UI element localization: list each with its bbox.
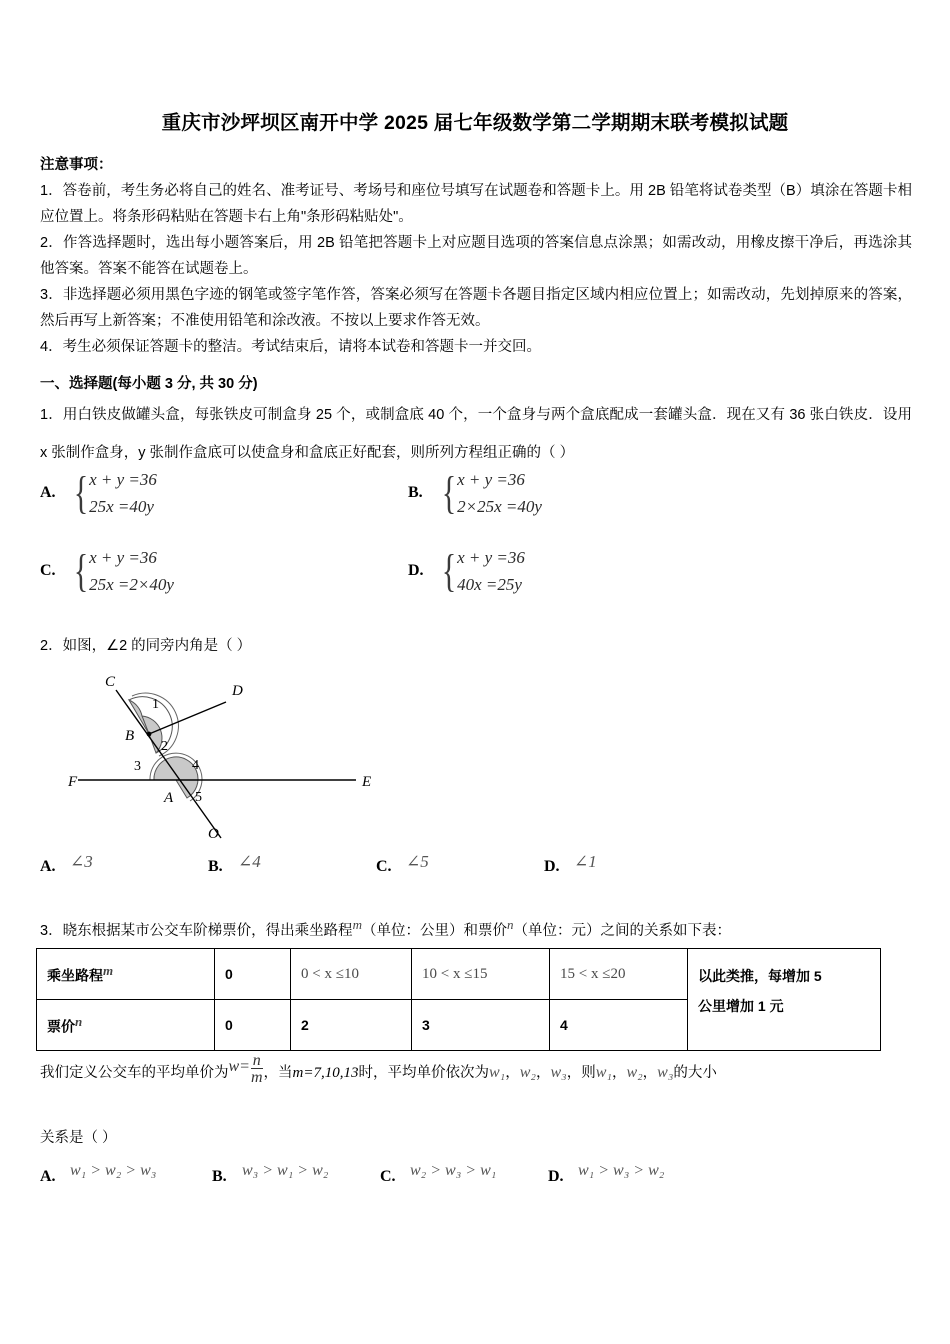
section-heading: 一、选择题(每小题 3 分, 共 30 分) [40, 376, 258, 392]
row-header-label: 乘坐路程 [47, 967, 103, 984]
row-header-distance [37, 949, 215, 1000]
equation-line-1: x + y =36 [89, 548, 157, 567]
option-row-cd [40, 544, 920, 598]
distance-cell-3: 15 < x ≤20 [550, 949, 688, 1000]
figure-angle-4: 4 [192, 758, 199, 773]
distance-cell-0: 0 [215, 949, 291, 1000]
row-header-sup: m [103, 962, 114, 978]
equation-line-1: x + y =36 [89, 470, 157, 489]
equation-system [70, 466, 157, 520]
question-2-stem: 2．如图，∠2 的同旁内角是（ ） [40, 638, 252, 654]
q3-stem-pre: 3．晓东根据某市公交车阶梯票价，得出乘坐路程 [40, 922, 353, 939]
figure-label-C: C [105, 674, 116, 690]
row-header-fare [37, 1000, 215, 1051]
fare-cell-1: 2 [291, 1000, 412, 1051]
notice-heading: 注意事项： [40, 157, 113, 173]
fraction-denominator: m [250, 1069, 263, 1086]
table-note-cell [688, 949, 881, 1051]
notice-item-1: 1．答卷前，考生务必将自己的姓名、准考证号、考场号和座位号填写在试题卷和答题卡上。用 2B 铅笔将试卷类型（B）填涂在答题卡相应位置上。将条形码粘贴在答题卡右上角"条形码粘贴处"。 [40, 183, 912, 225]
left-brace-icon: { [441, 545, 457, 596]
note-line-2: 公里增加 1 元 [698, 998, 784, 1014]
definition-w1-b: w₁ [595, 1064, 612, 1081]
figure-angle-3: 3 [134, 759, 141, 774]
formula-w: w [228, 1058, 240, 1075]
option-letter: C. [40, 562, 56, 579]
option-letter: A. [40, 858, 56, 875]
notice-section [40, 152, 912, 360]
q1-option-c[interactable] [40, 544, 380, 598]
q3-stem-mid: （单位：公里）和票价 [361, 922, 507, 939]
equation-line-2: 25x =40y [89, 497, 154, 516]
equation-line-1: x + y =36 [457, 548, 525, 567]
figure-angle-2: 2 [161, 739, 168, 754]
equation-line-1: x + y =36 [457, 470, 525, 489]
definition-mid: ，当 [263, 1065, 293, 1081]
definition-values: =7,10,13 [303, 1065, 359, 1081]
fare-table [36, 948, 881, 1051]
option-text: w₁ > w₃ > w₂ [578, 1162, 665, 1179]
question-2-options [40, 852, 740, 876]
left-brace-icon: { [73, 545, 89, 596]
question-1-stem: 1．用白铁皮做罐头盒，每张铁皮可制盒身 25 个，或制盒底 40 个，一个盒身与两个盒底配成一套罐头盒．现在又有 36 张白铁皮．设用 x 张制作盒身，y 张制作盒底可以使盒身和盒底正好配套，则所列方程组正确的（ ） [40, 407, 912, 461]
fare-cell-0: 0 [215, 1000, 291, 1051]
definition-pre: 我们定义公交车的平均单价为 [40, 1065, 229, 1081]
row-header-sup: n [75, 1013, 83, 1029]
definition-w3: w₃ [550, 1064, 567, 1081]
table-row-distance [37, 949, 881, 1000]
definition-w1: w₁ [489, 1064, 506, 1081]
question-2-geometry-figure [56, 670, 396, 845]
q3-option-b[interactable] [212, 1162, 380, 1186]
figure-label-D: D [232, 683, 243, 699]
definition-then: 则 [581, 1065, 596, 1081]
option-letter: B. [408, 484, 423, 501]
figure-label-F: F [68, 774, 78, 790]
definition-tail: 的大小 [673, 1065, 717, 1081]
note-line-1: 以此类推，每增加 5 [698, 968, 822, 984]
definition-w3-b: w₃ [657, 1064, 674, 1081]
figure-label-E: E [362, 774, 372, 790]
option-text: ∠5 [406, 852, 429, 871]
option-letter: D. [408, 562, 424, 579]
definition-m: m [292, 1065, 304, 1081]
q2-option-a[interactable] [40, 852, 208, 876]
q2-option-b[interactable] [208, 852, 376, 876]
formula-fraction [251, 1053, 263, 1085]
notice-item-4: 4．考生必须保证答题卡的整洁。考试结束后，请将本试卷和答题卡一并交回。 [40, 339, 542, 355]
figure-label-A: A [164, 790, 174, 806]
left-brace-icon: { [73, 467, 89, 518]
option-letter: C. [380, 1168, 396, 1185]
equation-system [70, 544, 174, 598]
q3-option-c[interactable] [380, 1162, 548, 1186]
question-3-options [40, 1162, 800, 1186]
distance-cell-2: 10 < x ≤15 [412, 949, 550, 1000]
option-letter: A. [40, 484, 56, 501]
option-text: w₃ > w₁ > w₂ [242, 1162, 329, 1179]
q3-option-d[interactable] [548, 1162, 716, 1186]
average-price-formula [228, 1052, 264, 1090]
option-letter: A. [40, 1168, 56, 1185]
option-letter: D. [548, 1168, 564, 1185]
equation-system [438, 544, 525, 598]
page-title: 重庆市沙坪坝区南开中学 2025 届七年级数学第二学期期末联考模拟试题 [161, 112, 789, 134]
q3-option-a[interactable] [40, 1162, 212, 1186]
option-text: ∠1 [574, 852, 597, 871]
fraction-numerator: n [252, 1052, 261, 1069]
definition-post: 时，平均单价依次为 [358, 1065, 489, 1081]
question-1-options [40, 466, 920, 612]
left-brace-icon: { [441, 467, 457, 518]
fare-cell-2: 3 [412, 1000, 550, 1051]
option-letter: B. [212, 1168, 227, 1185]
notice-item-3: 3．非选择题必须用黑色字迹的钢笔或签字笔作答，答案必须写在答题卡各题目指定区域内相应位置上；如需改动，先划掉原来的答案，然后再写上新答案；不准使用铅笔和涂改液。不按以上要求作答无效。 [40, 287, 912, 329]
distance-cell-1: 0 < x ≤10 [291, 949, 412, 1000]
option-text: ∠4 [238, 852, 261, 871]
option-text: w₁ > w₂ > w₃ [70, 1162, 157, 1179]
q1-option-b[interactable] [408, 466, 748, 520]
equation-line-2: 25x =2×40y [89, 575, 174, 594]
formula-equals: = [239, 1058, 250, 1075]
option-row-ab [40, 466, 920, 520]
question-3-relation-line: 关系是（ ） [40, 1130, 117, 1146]
equation-line-2: 2×25x =40y [457, 497, 542, 516]
q3-stem-post: （单位：元）之间的关系如下表： [513, 922, 731, 939]
q1-option-d[interactable] [408, 544, 748, 598]
notice-item-2: 2．作答选择题时，选出每小题答案后，用 2B 铅笔把答题卡上对应题目选项的答案信息点涂黑；如需改动，用橡皮擦干净后，再选涂其他答案。答案不能答在试题卷上。 [40, 235, 912, 277]
option-text: ∠3 [70, 852, 93, 871]
option-letter: D. [544, 858, 560, 875]
fare-cell-3: 4 [550, 1000, 688, 1051]
definition-w2: w₂ [519, 1064, 536, 1081]
question-3-definition: 我们定义公交车的平均单价为 w = $\frac{n}{m}$ ，当 m =7,10,13 时，平均单价依次为 w₁ ， w₂ ， w₃ ， 则 w₁ ， w₂ ， w₃ 的大小 [40, 1056, 920, 1090]
option-letter: C. [376, 858, 392, 875]
option-text: w₂ > w₃ > w₁ [410, 1162, 497, 1179]
question-3-stem [40, 912, 920, 944]
figure-angle-5: 5 [195, 790, 202, 805]
option-letter: B. [208, 858, 223, 875]
row-header-label: 票价 [47, 1018, 75, 1035]
figure-label-O: O [208, 826, 219, 842]
equation-system [438, 466, 542, 520]
figure-label-B: B [125, 728, 135, 744]
equation-line-2: 40x =25y [457, 575, 522, 594]
definition-w2-b: w₂ [626, 1064, 643, 1081]
q2-option-c[interactable] [376, 852, 544, 876]
q1-option-a[interactable] [40, 466, 380, 520]
q3-variable-m: m [352, 917, 362, 932]
figure-angle-1: 1 [152, 697, 159, 712]
q2-option-d[interactable] [544, 852, 712, 876]
q3-variable-n: n [506, 917, 514, 932]
